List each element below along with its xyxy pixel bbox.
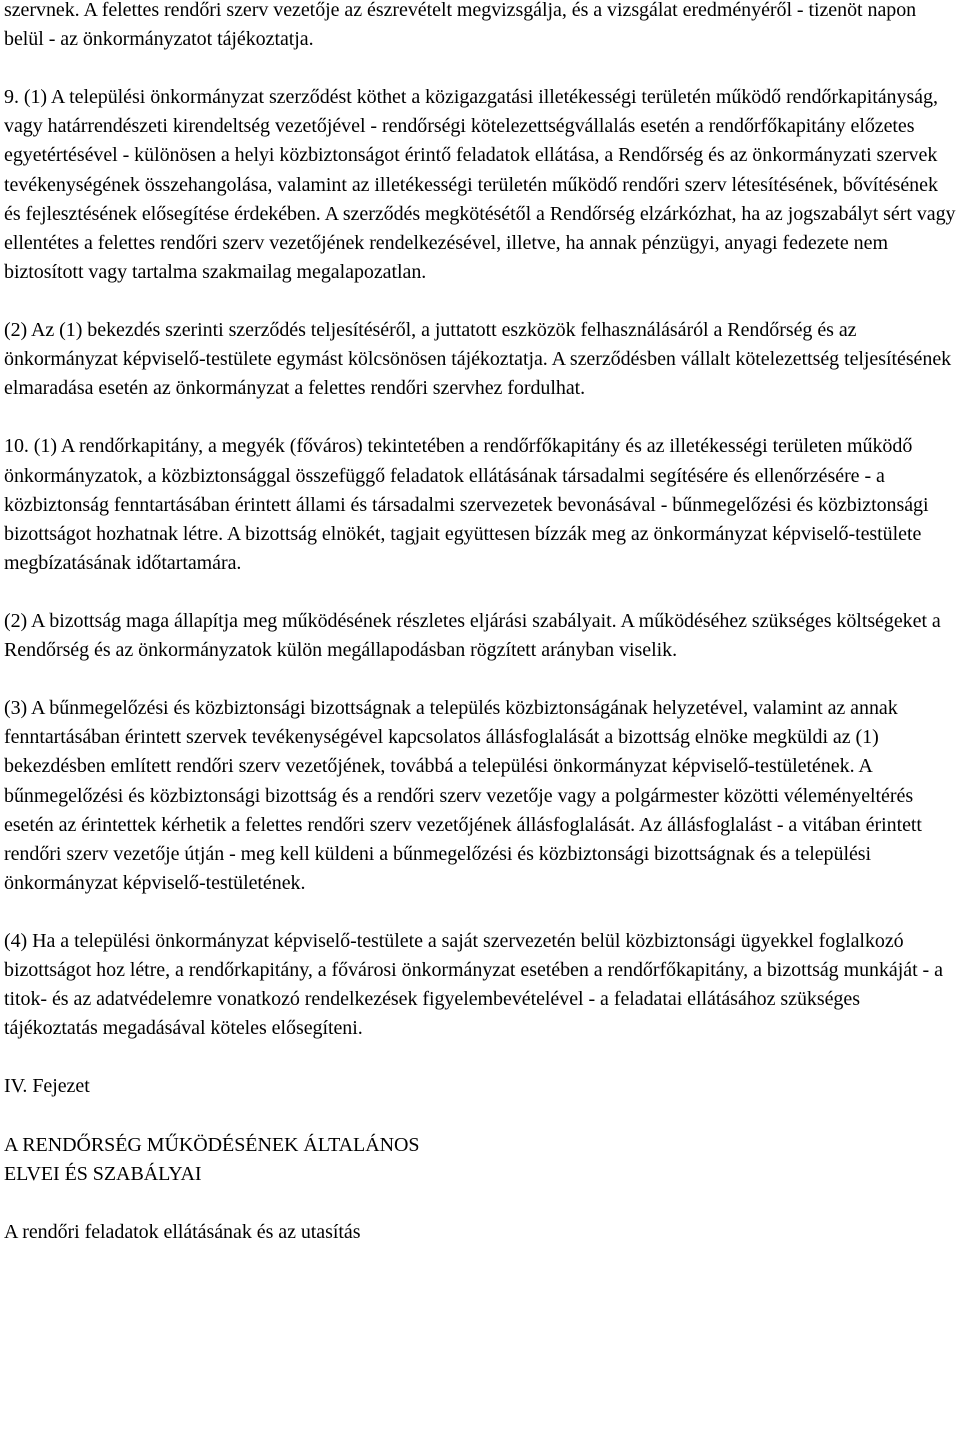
paragraph-section-10-3: (3) A bűnmegelőzési és közbiztonsági bizottságnak a település közbiztonságának helyzetével, valamint az annak fenntartásában érintett szervek tevékenységével kapcsolatos állásfoglalását a bizottság elnöke megküldi az (1) bekezdésben említett rendőri szerv vezetőjének, továbbá a települési önkormányzat képviselő-testületének. A bűnmegelőzési és közbiztonsági bizottság és a rendőri szerv vezetője vagy a polgármester közötti véleményeltérés esetén az érintettek kérhetik a felettes rendőri szerv vezetőjének állásfoglalását. Az állásfoglalást - a vitában érintett rendőri szerv vezetője útján - meg kell küldeni a bűnmegelőzési és közbiztonsági bizottságnak és a települési önkormányzat képviselő-testületének. [4, 697, 922, 894]
paragraph-continuation: szervnek. A felettes rendőri szerv vezetője az észrevételt megvizsgálja, és a vizsgálat eredményéről - tizenöt napon belül - az önkormányzatot tájékoztatja. [4, 0, 917, 51]
paragraph-section-10-1: 10. (1) A rendőrkapitány, a megyék (főváros) tekintetében a rendőrfőkapitány és az illetékességi területen működő önkormányzatok, a közbiztonsággal összefüggő feladatok ellátásának társadalmi segítésére és ellenőrzésére - a közbiztonság fenntartásában érintett állami és társadalmi szervezetek bevonásával - bűnmegelőzési és közbiztonsági bizottságot hozhatnak létre. A bizottság elnökét, tagjait együttesen bízzák meg az önkormányzat képviselő-testülete megbízatásának időtartamára. [4, 435, 929, 574]
chapter-title-line-1: A RENDŐRSÉG MŰKÖDÉSÉNEK ÁLTALÁNOS [4, 1133, 420, 1156]
chapter-label: IV. Fejezet [4, 1075, 90, 1098]
paragraph-section-10-2: (2) A bizottság maga állapítja meg működésének részletes eljárási szabályait. A működéséhez szükséges költségeket a Rendőrség és az önkormányzatok külön megállapodásban rögzített arányban viselik. [4, 609, 941, 662]
chapter-title-line-2: ELVEI ÉS SZABÁLYAI [4, 1162, 202, 1185]
paragraph-section-9-1: 9. (1) A települési önkormányzat szerződést köthet a közigazgatási illetékességi területén működő rendőrkapitányság, vagy határrendészeti kirendeltség vezetőjével - rendőrségi kötelezettségvállalás esetén a rendőrfőkapitány előzetes egyetértésével - különösen a helyi közbiztonságot érintő feladatok ellátása, a Rendőrség és az önkormányzati szervek tevékenységének összehangolása, valamint az illetékességi területén működő rendőri szerv létesítésének, bővítésének és fejlesztésének elősegítése érdekében. A szerződés megkötésétől a Rendőrség elzárkózhat, ha az jogszabályt sért vagy ellentétes a felettes rendőri szerv vezetőjének rendelkezésével, illetve, ha annak pénzügyi, anyagi fedezete nem biztosított vagy tartalma szakmailag megalapozatlan. [4, 86, 956, 283]
chapter-title [4, 1131, 958, 1189]
section-subtitle: A rendőri feladatok ellátásának és az utasítás [4, 1220, 361, 1243]
paragraph-section-10-4: (4) Ha a települési önkormányzat képviselő-testülete a saját szervezetén belül közbiztonsági ügyekkel foglalkozó bizottságot hoz létre, a rendőrkapitány, a fővárosi önkormányzat esetében a rendőrfőkapitány, a bizottság munkáját - a titok- és az adatvédelemre vonatkozó rendelkezések figyelembevételével - a feladatai ellátásához szükséges tájékoztatás megadásával köteles elősegíteni. [4, 930, 943, 1040]
document-page [4, 0, 958, 1247]
paragraph-section-9-2: (2) Az (1) bekezdés szerinti szerződés teljesítéséről, a juttatott eszközök felhasználásáról a Rendőrség és az önkormányzat képviselő-testülete egymást kölcsönösen tájékoztatja. A szerződésben vállalt kötelezettség teljesítésének elmaradása esetén az önkormányzat a felettes rendőri szervhez fordulhat. [4, 319, 952, 400]
spacer [4, 1189, 958, 1218]
